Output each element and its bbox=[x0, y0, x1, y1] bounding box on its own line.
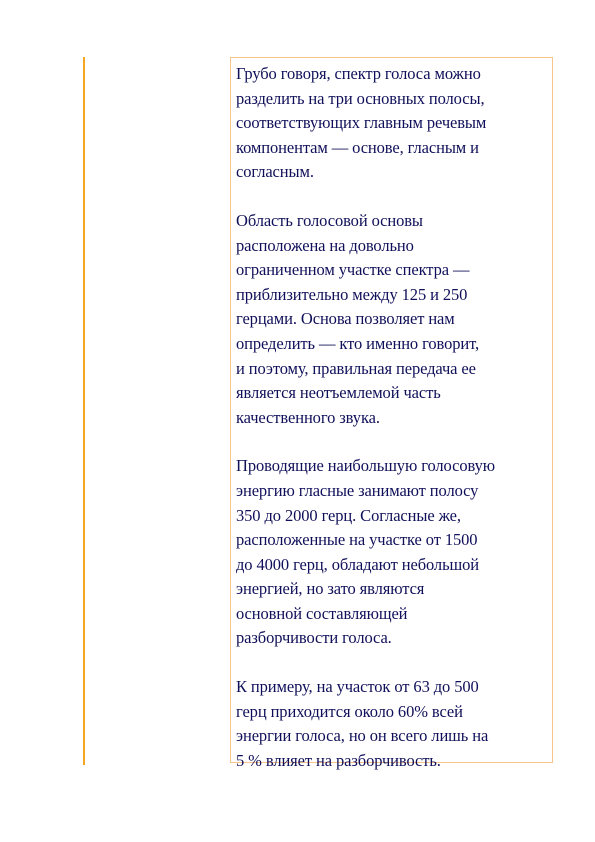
paragraph-voice-fundamental bbox=[236, 209, 548, 430]
text-line: расположенные на участке от 1500 bbox=[236, 530, 478, 550]
text-line: Проводящие наибольшую голосовую bbox=[236, 456, 495, 476]
text-frame bbox=[230, 57, 553, 770]
text-line: качественного звука. bbox=[236, 407, 380, 427]
paragraph-vowels-consonants bbox=[236, 454, 548, 651]
text-line: основной составляющей bbox=[236, 603, 408, 623]
text-line: Грубо говоря, спектр голоса можно bbox=[236, 64, 481, 83]
text-line: разделить на три основных полосы, bbox=[236, 88, 485, 108]
text-line: энергией, но зато являются bbox=[236, 579, 425, 599]
text-line: разборчивости голоса. bbox=[236, 628, 392, 648]
text-line: К примеру, на участок от 63 до 500 bbox=[236, 677, 479, 697]
text-line: определить — кто именно говорит, bbox=[236, 333, 480, 353]
paragraph-example bbox=[236, 675, 548, 773]
text-line: и поэтому, правильная передача ее bbox=[236, 358, 476, 378]
text-line: до 4000 герц, обладают небольшой bbox=[236, 554, 479, 574]
text-line: энергии голоса, но он всего лишь на bbox=[236, 726, 489, 746]
text-line: 5 % влияет на разборчивость. bbox=[236, 750, 441, 770]
text-line: согласным. bbox=[236, 162, 314, 182]
text-line: 350 до 2000 герц. Согласные же, bbox=[236, 505, 461, 525]
text-line: ограниченном участке спектра — bbox=[236, 260, 470, 280]
text-line: герцами. Основа позволяет нам bbox=[236, 309, 455, 329]
text-line: компонентам — основе, гласным и bbox=[236, 137, 479, 157]
text-line: Область голосовой основы bbox=[236, 210, 423, 230]
text-line: является неотъемлемой часть bbox=[236, 383, 441, 403]
text-line: приблизительно между 125 и 250 bbox=[236, 284, 468, 304]
text-line: энергию гласные занимают полосу bbox=[236, 480, 479, 500]
text-line: расположена на довольно bbox=[236, 235, 414, 255]
text-line: соответствующих главным речевым bbox=[236, 113, 487, 133]
left-margin-rule bbox=[83, 57, 85, 765]
paragraph-spectrum-overview bbox=[236, 62, 548, 185]
text-line: герц приходится около 60% всей bbox=[236, 701, 463, 721]
